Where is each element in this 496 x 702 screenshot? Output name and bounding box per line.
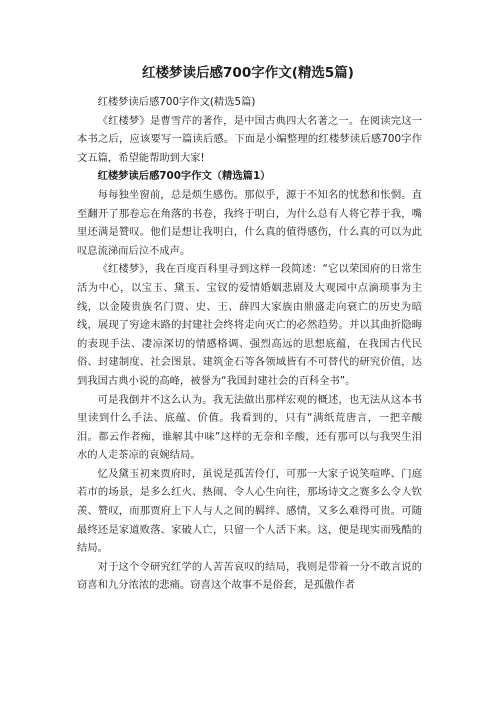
document-title: 红楼梦读后感700字作文(精选5篇) (142, 65, 354, 81)
paragraph: 《红楼梦》，我在百度百科里寻到这样一段简述：“它以荣国府的日常生活为中心，以宝玉、黛玉、宝钗的爱情婚姻悲剧及大观园中点滴琐事为主线，以金陵贵族名门贾、史、王、薛四大家族由鼎盛走向衰亡的历史为暗线，展现了穷途末路的封建社会终将走向灭亡的必然趋势。并以其曲折隐晦的表现手法、凄凉深切的情感格调、强烈高远的思想底蕴，在我国古代民俗、封建制度、社会图景、建筑金石等各领域皆有不可替代的研究价值，达到我国古典小说的高峰，被誉为“我国封建社会的百科全书”。 (77, 263, 422, 387)
paragraph-subtitle: 红楼梦读后感700字作文(精选5篇) (97, 96, 256, 108)
paragraph: 每每独坐窗前，总是烦生感伤。那似乎，源于不知名的忧愁和怅惘。直至翻开了那卷忘在角落的书卷，我终于明白，为什么总有人将它荐于我，嘴里还满是赞叹。他们是想让我明白，什么真的值得感伤，什么真的可以为此叹息流涕而后泣不成声。 (77, 188, 422, 257)
paragraph: 对于这个令研究红学的人苦苦哀叹的结局，我则是带着一分不敢言说的窃喜和九分浓浓的悲痛。窃喜这个故事不是俗套，是孤傲作者 (77, 560, 422, 592)
section-heading: 红楼梦读后感700字作文（精选篇1） (97, 170, 271, 183)
paragraph: 忆及黛玉初来贾府时，虽说是孤苦伶仃，可那一大家子说笑喧哗、门庭若市的场景，是多么红火、热闹、令人心生向往，那场诗文之赛多么令人钦羡、赞叹，而那贾府上下人与人之间的羁绊、感情，又多么难得可贵。可随最终还是家道败落、家破人亡，只留一个人活下来。这，便是现实而残酷的结局。 (77, 467, 422, 555)
document-body (77, 93, 422, 595)
paragraph-intro: 《红楼梦》是曹雪芹的著作，是中国古典四大名著之一。在阅读完这一本书之后，应该要写一篇读后感。下面是小编整理的红楼梦读后感700字作文五篇，希望能帮助到大家! (77, 114, 422, 164)
paragraph: 可是我倒并不这么认为。我无法做出那样宏观的概述，也无法从这本书里读到什么手法、底蕴、价值。我看到的，只有“满纸荒唐言，一把辛酸泪。都云作者痴，谁解其中味”这样的无奈和辛酸，还有那可以与我哭生泪水的人走茶凉的哀婉结局。 (77, 393, 422, 462)
